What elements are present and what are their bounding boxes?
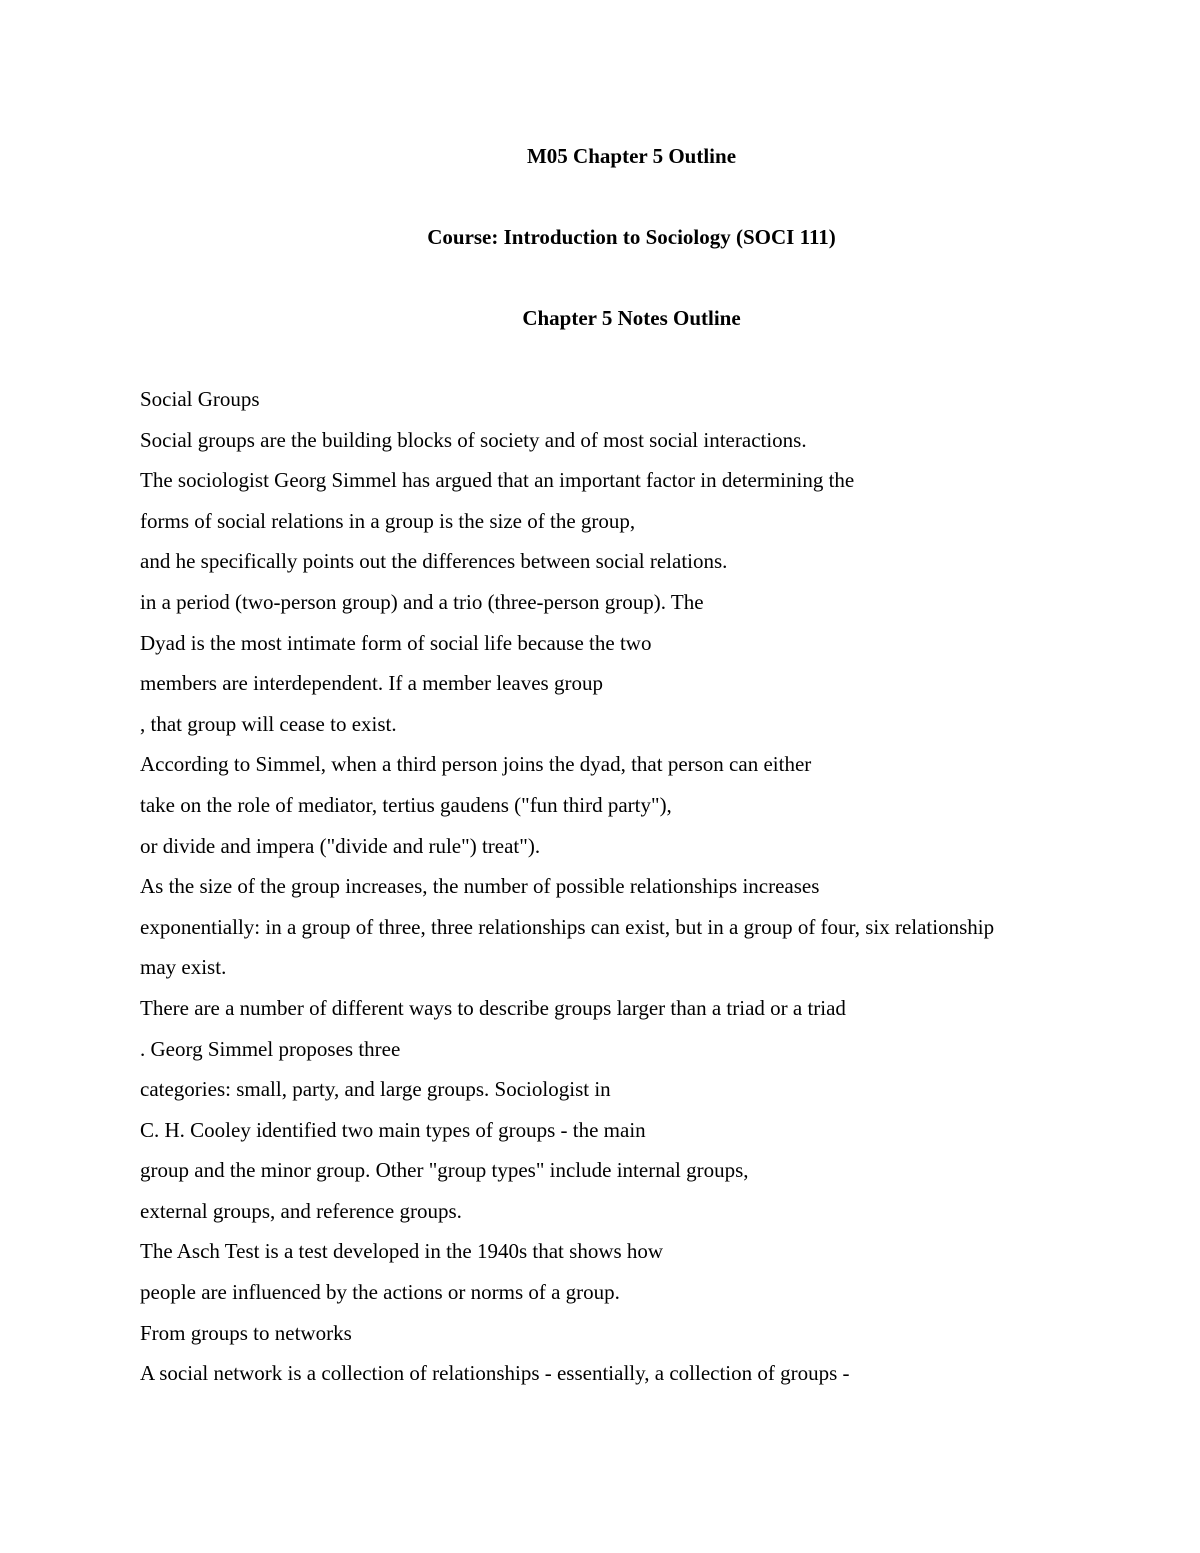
outline-line: exponentially: in a group of three, three relationships can exist, but in a group of four, six relationship — [140, 914, 995, 939]
document-title: M05 Chapter 5 Outline — [526, 144, 737, 168]
outline-line: Social groups are the building blocks of society and of most social interactions. — [140, 427, 807, 452]
outline-line: or divide and impera ("divide and rule") treat"). — [140, 833, 541, 858]
outline-line: There are a number of different ways to describe groups larger than a triad or a triad — [140, 995, 846, 1020]
outline-line: categories: small, party, and large groups. Sociologist in — [140, 1077, 611, 1102]
outline-line: C. H. Cooley identified two main types of groups - the main — [140, 1117, 646, 1142]
outline-line: group and the minor group. Other "group types" include internal groups, — [140, 1158, 749, 1183]
outline-line: The Asch Test is a test developed in the 1940s that shows how — [140, 1239, 664, 1264]
outline-line: forms of social relations in a group is the size of the group, — [140, 508, 636, 533]
outline-line: The sociologist Georg Simmel has argued that an important factor in determining the — [140, 468, 855, 493]
outline-line: From groups to networks — [140, 1320, 352, 1345]
outline-line: external groups, and reference groups. — [140, 1198, 462, 1223]
outline-line: members are interdependent. If a member leaves group — [140, 671, 603, 696]
outline-line: . Georg Simmel proposes three — [140, 1036, 401, 1061]
outline-line: , that group will cease to exist. — [140, 711, 397, 736]
outline-line: Social Groups — [140, 387, 260, 411]
outline-line: and he specifically points out the differences between social relations. — [140, 549, 728, 574]
outline-line: may exist. — [140, 955, 227, 980]
outline-body — [140, 386, 1190, 1401]
course-title: Course: Introduction to Sociology (SOCI 111) — [427, 225, 836, 249]
outline-line: According to Simmel, when a third person joins the dyad, that person can either — [140, 752, 812, 777]
outline-line: people are influenced by the actions or norms of a group. — [140, 1280, 620, 1305]
outline-line: take on the role of mediator, tertius gaudens ("fun third party"), — [140, 792, 672, 817]
outline-line: Dyad is the most intimate form of social life because the two — [140, 630, 652, 655]
outline-line: As the size of the group increases, the number of possible relationships increases — [140, 874, 820, 899]
outline-line: in a period (two-person group) and a trio (three-person group). The — [140, 589, 704, 614]
notes-subtitle: Chapter 5 Notes Outline — [522, 306, 741, 330]
outline-line: A social network is a collection of relationships - essentially, a collection of groups - — [140, 1361, 850, 1386]
